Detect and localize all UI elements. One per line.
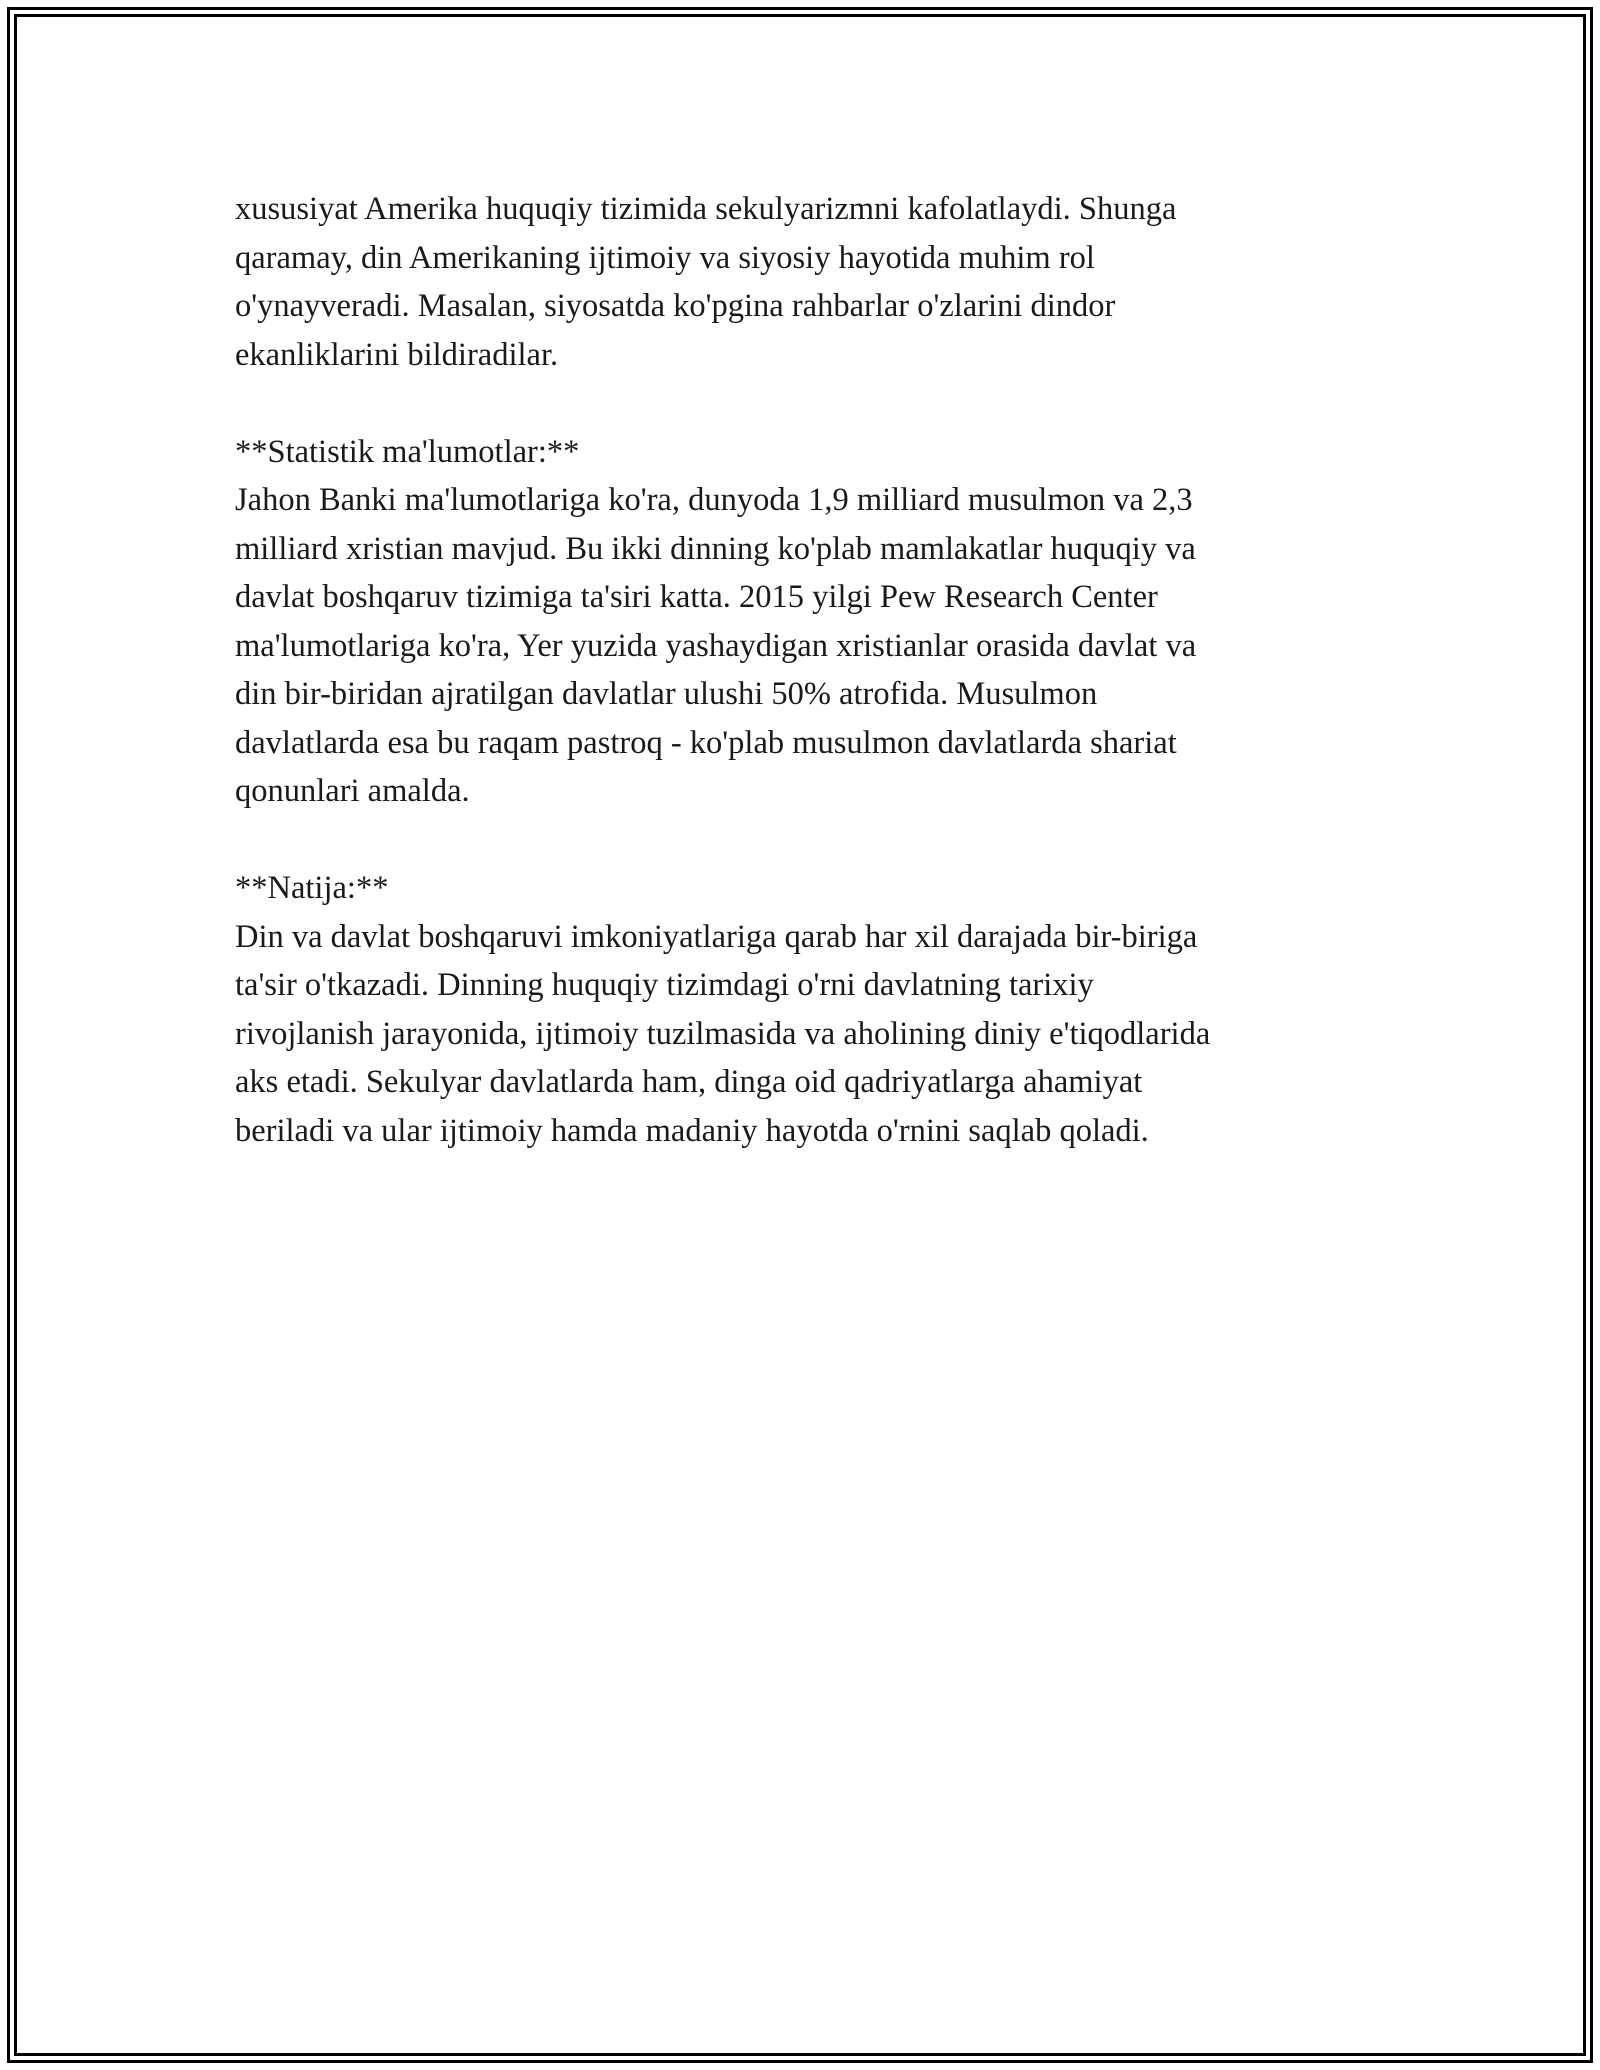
conclusion-paragraph: Din va davlat boshqaruvi imkoniyatlariga qarab har xil darajada bir-biriga ta'sir o'tkazadi. Dinning huquqiy tizimdagi o'rni davlatning tarixiy rivojlanish jarayonida, ijtimoiy tuzilmasida va aholining diniy e'tiqodlarida aks etadi. Sekulyar davlatlarda ham, dinga oid qadriyatlarga ahamiyat beriladi va ular ijtimoiy hamda madaniy hayotda o'rnini saqlab qoladi. <box>235 918 1211 1149</box>
statistics-heading: **Statistik ma'lumotlar:** <box>235 433 580 470</box>
intro-paragraph: xususiyat Amerika huquqiy tizimida sekulyarizmni kafolatlaydi. Shunga qaramay, din Amerikaning ijtimoiy va siyosiy hayotida muhim rol o'ynayveradi. Masalan, siyosatda ko'pgina rahbarlar o'zlarini dindor ekanliklarini bildiradilar. <box>235 191 1177 373</box>
paragraph-spacer <box>235 379 1365 428</box>
conclusion-heading: **Natija:** <box>235 870 389 906</box>
statistics-paragraph: Jahon Banki ma'lumotlariga ko'ra, dunyoda 1,9 milliard musulmon va 2,3 milliard xristian mavjud. Bu ikki dinning ko'plab mamlakatlar huquqiy va davlat boshqaruv tizimiga ta'siri katta. 2015 yilgi Pew Research Center ma'lumotlariga ko'ra, Yer yuzida yashaydigan xristianlar orasida davlat va din bir-biridan ajratilgan davlatlar ulushi 50% atrofida. Musulmon davlatlarda esa bu raqam pastroq - ko'plab musulmon davlatlarda shariat qonunlari amalda. <box>235 482 1197 809</box>
paragraph-spacer <box>235 816 1365 865</box>
document-body <box>235 185 1365 1155</box>
